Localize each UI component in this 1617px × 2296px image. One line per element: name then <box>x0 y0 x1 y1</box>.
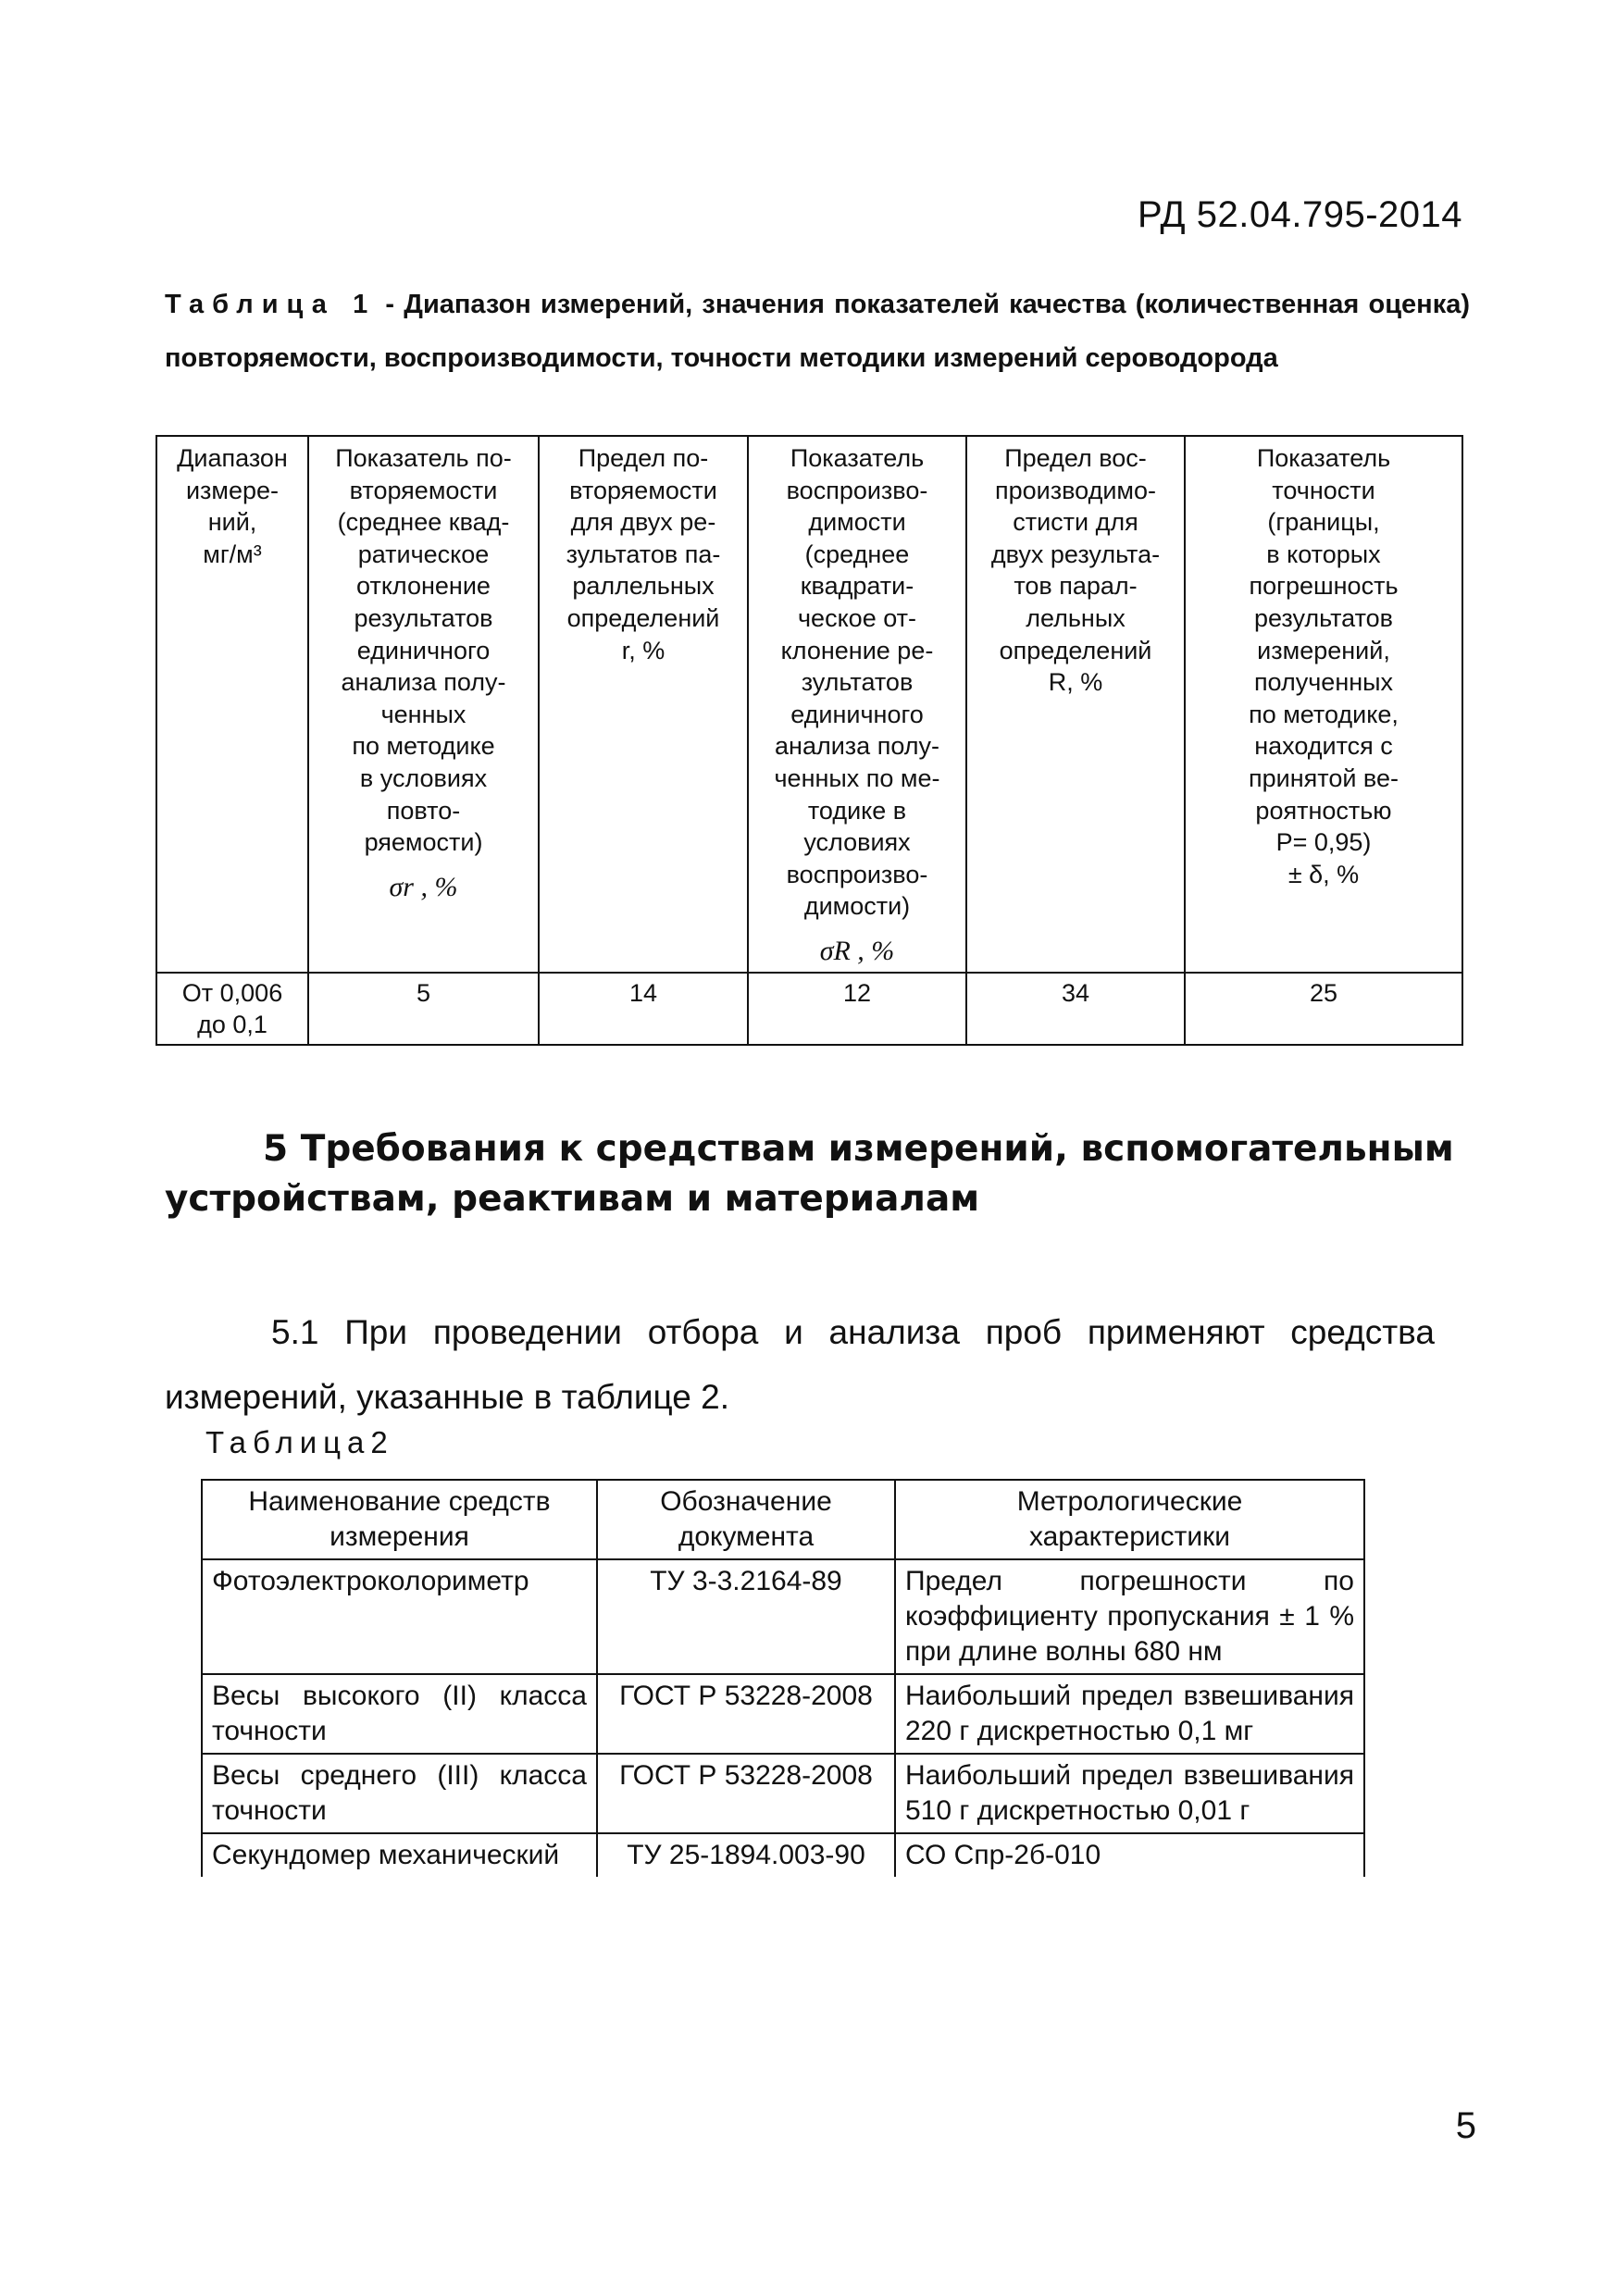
table1-header-line: ченных <box>380 700 466 728</box>
table1-header-line: единичного <box>790 700 924 728</box>
table2-header-name <box>202 1480 597 1559</box>
table2-row <box>202 1674 1364 1754</box>
table1-header-line: находится с <box>1254 732 1393 761</box>
table1-value-cell: 34 <box>966 973 1185 1045</box>
table1-header-line: тов парал- <box>1014 572 1138 601</box>
table1-header-line: точности <box>1272 476 1375 504</box>
table1-header-range <box>156 436 308 973</box>
table2-header-line: характеристики <box>1028 1521 1231 1552</box>
table1-header-line: P= 0,95) <box>1275 828 1372 857</box>
table1-header-line: двух результа- <box>990 540 1161 568</box>
table1-header-line: воспроизво- <box>786 476 928 504</box>
table1-header-line: Показатель <box>790 444 925 472</box>
table1-header-repeatability-sd <box>308 436 539 973</box>
table1-header-line: в условиях <box>359 763 488 792</box>
table1-value-cell: 5 <box>308 973 539 1045</box>
table1-caption <box>165 278 1470 385</box>
table1-range-line: От 0,006 <box>181 978 283 1007</box>
table1-header-line: (границы, <box>1267 508 1380 537</box>
table1-header-line: Диапазон <box>177 444 288 472</box>
table1-header-line: анализа полу- <box>775 732 939 761</box>
table1-header-line: Показатель <box>1256 444 1391 472</box>
table2-name-cell: Фотоэлектроколориметр <box>202 1559 597 1674</box>
table1-header-line: ряемости) <box>364 828 483 857</box>
table2 <box>201 1479 1365 1877</box>
table1-header-line: единичного <box>356 636 491 664</box>
table1 <box>155 435 1463 1046</box>
table1-header-line: результатов <box>1253 603 1394 632</box>
table2-name-cell: Весы высокого (II) класса точности <box>202 1674 597 1754</box>
table2-row <box>202 1754 1364 1833</box>
table1-header-line: (среднее квад- <box>337 508 510 537</box>
table1-header-line: для двух ре- <box>570 508 716 537</box>
table2-header-line: измерения <box>330 1521 469 1552</box>
table1-header-line: определений <box>999 636 1152 664</box>
table1-header-line: Предел по- <box>578 444 709 472</box>
table2-spec-cell: СО Cпр-2б-010 <box>895 1833 1364 1877</box>
table1-header-line: ± δ, % <box>1287 860 1360 888</box>
section-5-title <box>165 1124 1479 1224</box>
table1-header-row <box>156 436 1462 973</box>
table2-spec-cell: Наибольший предел взвешивания 220 г дискретностью 0,1 мг <box>895 1674 1364 1754</box>
section-5-title-line1: 5 Требования к средствам измерений, вспомогательным <box>263 1128 1454 1170</box>
table2-doc-cell: ТУ 25-1894.003-90 <box>597 1833 895 1877</box>
table1-header-line: результатов <box>354 603 493 632</box>
table2-header-spec <box>895 1480 1364 1559</box>
table2-header-line: Обозначение <box>660 1486 832 1517</box>
table1-header-line: мг/м³ <box>203 540 262 568</box>
table2-name-cell: Весы среднего (III) класса точности <box>202 1754 597 1833</box>
table1-header-line: роятностью <box>1255 796 1392 825</box>
table1-header-line: ческое от- <box>797 603 916 632</box>
table1-header-line: зультатов <box>801 668 914 697</box>
table2-header-line: Метрологические <box>1016 1486 1243 1517</box>
table1-range-cell <box>156 973 308 1045</box>
page-number: 5 <box>1455 2105 1476 2146</box>
table1-header-repeatability-limit <box>539 436 748 973</box>
table1-row <box>156 973 1462 1045</box>
table1-header-reproducibility-limit <box>966 436 1185 973</box>
table2-doc-cell: ТУ 3-3.2164-89 <box>597 1559 895 1674</box>
table2-caption: Таблица2 <box>205 1425 394 1459</box>
table2-header-line: Наименование средств <box>248 1486 551 1517</box>
table1-header-line: Показатель по- <box>335 444 512 472</box>
table2-spec-cell: Наибольший предел взвешивания 510 г дискретностью 0,01 г <box>895 1754 1364 1833</box>
table1-header-line: вторяемости <box>349 476 498 504</box>
table1-header-line: ратическое <box>357 540 490 568</box>
table2-header-doc <box>597 1480 895 1559</box>
table1-header-line: по методике <box>352 732 495 761</box>
table1-header-line: клонение ре- <box>780 636 934 664</box>
table1-header-line: раллельных <box>572 572 715 601</box>
table1-header-line: Предел вос- <box>1004 444 1147 472</box>
table2-header-line: документа <box>678 1521 815 1552</box>
table1-header-line: условиях <box>803 828 911 857</box>
table1-header-line: r, % <box>621 636 665 664</box>
table1-header-line: измерений, <box>1257 636 1390 664</box>
table1-value-cell: 25 <box>1185 973 1462 1045</box>
table1-caption-text: - Диапазон измерений, значения показателей качества (количественная оценка) повторяемости, воспроизводимости, точности методики измерений сероводорода <box>165 290 1471 373</box>
table1-caption-lead: Таблица 1 <box>165 290 377 319</box>
table1-header-line: по методике, <box>1249 700 1399 728</box>
table1-header-line: полученных <box>1253 668 1394 697</box>
table1-header-line: димости) <box>803 892 911 921</box>
table1-header-line: принятой ве- <box>1249 763 1399 792</box>
table1-header-line: воспроизво- <box>786 860 928 888</box>
table1-header-line: R, % <box>1048 668 1103 697</box>
table1-header-line: повто- <box>386 796 461 825</box>
section-5-title-line2: устройствам, реактивам и материалам <box>165 1178 980 1220</box>
table1-header-line: лельных <box>1026 603 1126 632</box>
document-code: РД 52.04.795-2014 <box>1138 194 1462 235</box>
table2-name-cell: Секундомер механический <box>202 1833 597 1877</box>
table1-header-line: (среднее <box>804 540 910 568</box>
table1-header-line: измере- <box>185 476 280 504</box>
table1-header-line: определений <box>566 603 720 632</box>
table2-header-row <box>202 1480 1364 1559</box>
table1-value-cell: 14 <box>539 973 748 1045</box>
table1-header-accuracy <box>1185 436 1462 973</box>
table2-doc-cell: ГОСТ Р 53228-2008 <box>597 1754 895 1833</box>
table1-header-line: димости <box>808 508 906 537</box>
table1-header-symbol: σr , % <box>389 871 458 902</box>
table1-header-line: погрешность <box>1249 572 1399 601</box>
table1-header-line: ченных по ме- <box>774 763 940 792</box>
table1-header-line: квадрати- <box>800 572 914 601</box>
table1-value-cell: 12 <box>748 973 966 1045</box>
table1-header-line: вторяемости <box>569 476 717 504</box>
table1-header-line: производимо- <box>995 476 1156 504</box>
table1-header-symbol: σR , % <box>819 935 895 966</box>
table2-spec-cell: Предел погрешности по коэффициенту пропускания ± 1 % при длине волны 680 нм <box>895 1559 1364 1674</box>
table1-header-line: анализа полу- <box>341 668 506 697</box>
table1-header-reproducibility-sd <box>748 436 966 973</box>
paragraph-5-1: 5.1 При проведении отбора и анализа проб применяют средства измерений, указанные в таблице 2. <box>165 1313 1435 1416</box>
table1-header-line: зультатов па- <box>566 540 721 568</box>
table1-range-line: до 0,1 <box>197 1010 267 1038</box>
table1-header-line: тодике в <box>807 796 907 825</box>
table2-doc-cell: ГОСТ Р 53228-2008 <box>597 1674 895 1754</box>
table1-header-line: отклонение <box>356 572 491 601</box>
table1-header-line: стисти для <box>1013 508 1138 537</box>
table1-header-line: в которых <box>1266 540 1381 568</box>
table2-row <box>202 1559 1364 1674</box>
table1-header-line: ний, <box>207 508 257 537</box>
table2-row <box>202 1833 1364 1877</box>
